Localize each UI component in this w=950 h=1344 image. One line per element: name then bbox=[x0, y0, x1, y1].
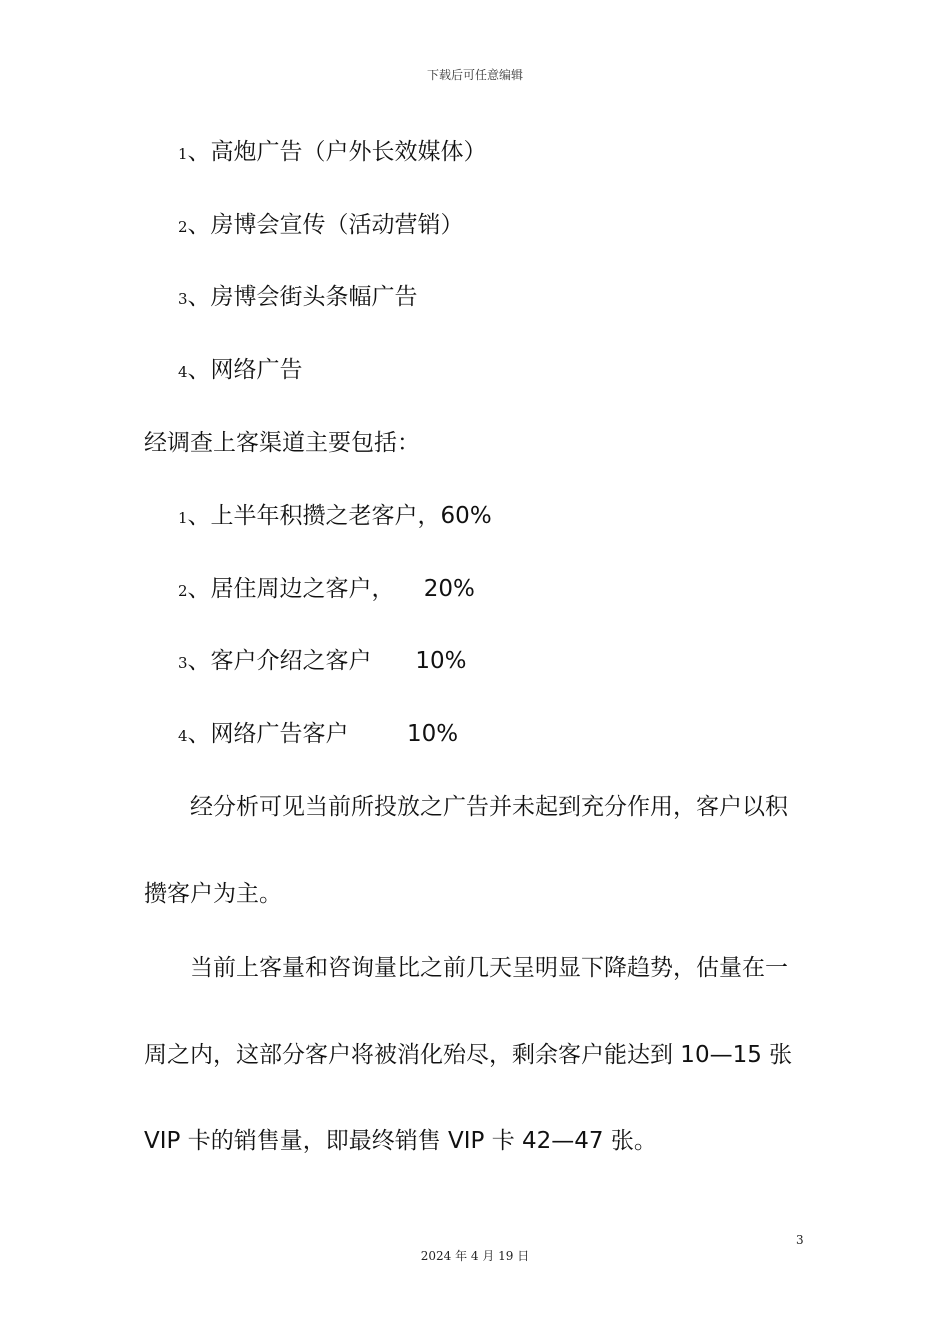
footer-date: 2024 年 4 月 19 日 bbox=[420, 1249, 530, 1263]
survey-heading: 经调查上客渠道主要包括： bbox=[144, 430, 420, 456]
list-separator: 、 bbox=[187, 284, 211, 310]
list-text: 上半年积攒之老客户，60% bbox=[210, 503, 492, 529]
list-text: 居住周边之客户， 20% bbox=[210, 576, 475, 602]
list-text: 网络广告 bbox=[210, 357, 303, 383]
list-number: 1 bbox=[178, 145, 188, 163]
list-item bbox=[178, 210, 464, 242]
list-number: 2 bbox=[178, 582, 188, 600]
list-text: 房博会宣传（活动营销） bbox=[210, 212, 464, 238]
list-item bbox=[178, 574, 475, 606]
list-separator: 、 bbox=[187, 212, 211, 238]
list-separator: 、 bbox=[187, 139, 211, 165]
list-number: 1 bbox=[178, 509, 188, 527]
list-item bbox=[178, 646, 467, 678]
paragraph-line: VIP 卡的销售量，即最终销售 VIP 卡 42—47 张。 bbox=[144, 1128, 657, 1154]
list-item bbox=[178, 501, 492, 533]
list-item bbox=[178, 137, 487, 169]
list-separator: 、 bbox=[187, 357, 211, 383]
paragraph-line: 周之内，这部分客户将被消化殆尽，剩余客户能达到 10—15 张 bbox=[144, 1042, 793, 1068]
list-number: 2 bbox=[178, 218, 188, 236]
paragraph-line: 攒客户为主。 bbox=[144, 881, 282, 907]
list-item bbox=[178, 719, 458, 751]
list-separator: 、 bbox=[187, 503, 211, 529]
list-item bbox=[178, 355, 303, 387]
page-header: 下载后可任意编辑 bbox=[426, 68, 523, 82]
page-number: 3 bbox=[796, 1233, 804, 1247]
paragraph-line: 当前上客量和咨询量比之前几天呈明显下降趋势，估量在一 bbox=[190, 955, 788, 981]
paragraph-line: 经分析可见当前所投放之广告并未起到充分作用，客户以积 bbox=[190, 794, 788, 820]
list-number: 4 bbox=[178, 727, 188, 745]
list-text: 房博会街头条幅广告 bbox=[210, 284, 418, 310]
list-number: 3 bbox=[178, 654, 188, 672]
list-item bbox=[178, 282, 418, 314]
list-number: 3 bbox=[178, 290, 188, 308]
list-text: 高炮广告（户外长效媒体） bbox=[210, 139, 487, 165]
list-text: 网络广告客户 10% bbox=[210, 721, 459, 747]
list-separator: 、 bbox=[187, 721, 211, 747]
list-text: 客户介绍之客户 10% bbox=[210, 648, 467, 674]
list-number: 4 bbox=[178, 363, 188, 381]
list-separator: 、 bbox=[187, 576, 211, 602]
list-separator: 、 bbox=[187, 648, 211, 674]
